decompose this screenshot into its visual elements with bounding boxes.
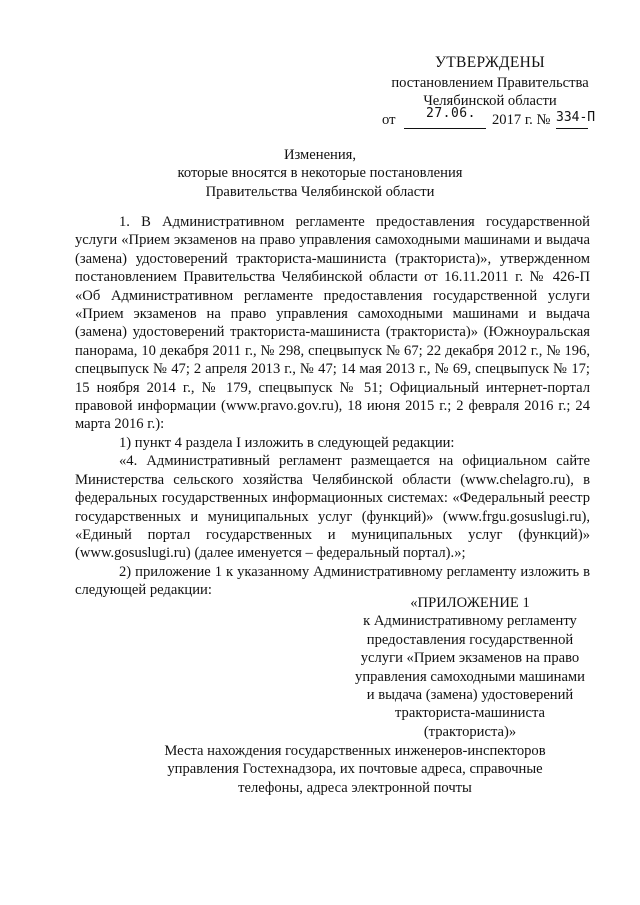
document-body [75, 213, 590, 600]
appendix-line-4: услуги «Прием экзаменов на право [360, 650, 580, 667]
appendix-line-5: управления самоходными машинами [355, 668, 585, 685]
approval-line-2: Челябинской области [423, 93, 557, 110]
paragraph-4: 2) приложение 1 к указанному Административному регламенту изложить в следующей редакции: [75, 563, 590, 599]
appendix-line-8: (тракториста)» [423, 723, 517, 740]
document-heading [170, 146, 470, 201]
paragraph-2: 1) пункт 4 раздела I изложить в следующей редакции: [119, 434, 455, 451]
approval-date: 27.06. [426, 105, 476, 121]
approval-number: 334-П [556, 109, 596, 125]
approval-date-line [380, 105, 600, 131]
approval-year: 2017 г. № [492, 111, 551, 128]
places-line-1: Места нахождения государственных инженеров-инспекторов [164, 743, 546, 759]
date-prefix: от [382, 111, 396, 128]
paragraph-3: «4. Административный регламент размещается на официальном сайте Министерства сельского хозяйства Челябинской области (www.chelagro.ru), в федеральных государственных информационных системах: «Федеральный реестр государственных и муниципальных услуг (функций)» (www.frgu.gosuslugi.ru), «Единый портал государственных и муниципальных услуг (функций)» (www.gosuslugi.ru) (далее именуется – федеральный портал).»; [75, 453, 590, 562]
approval-title: УТВЕРЖДЕНЫ [435, 54, 545, 71]
places-line-3: телефоны, адреса электронной почты [238, 779, 472, 796]
appendix-line-6: и выдача (замена) удостоверений [366, 687, 574, 704]
approval-line-1: постановлением Правительства [391, 75, 589, 91]
appendix-line-7: тракториста-машиниста [395, 705, 545, 722]
heading-line-3: Правительства Челябинской области [205, 183, 435, 200]
heading-line-2: которые вносятся в некоторые постановления [177, 165, 463, 182]
appendix-header [345, 594, 595, 741]
places-heading [140, 742, 570, 797]
places-line-2: управления Гостехнадзора, их почтовые адреса, справочные [167, 761, 543, 778]
paragraph-1: 1. В Административном регламенте предоставления государственной услуги «Прием экзаменов на право управления самоходными машинами и выдача (замена) удостоверений тракториста-машиниста (тракториста)», утвержденном постановлением Правительства Челябинской области от 16.11.2011 г. № 426-П «Об Административном регламенте предоставления государственной услуги «Прием экзаменов на право управления самоходными машинами и выдача (замена) удостоверений тракториста-машиниста (тракториста)» (Южноуральская панорама, 10 декабря 2011 г., № 298, спецвыпуск № 67; 22 декабря 2012 г., № 196, спецвыпуск № 47; 2 апреля 2013 г., № 47; 14 мая 2013 г., № 69, спецвыпуск № 17; 15 ноября 2014 г., № 179, спецвыпуск № 51; Официальный интернет-портал правовой информации (www.pravo.gov.ru), 18 июня 2015 г.; 2 февраля 2016 г.; 24 марта 2016 г.): [75, 214, 590, 433]
appendix-line-3: предоставления государственной [366, 631, 574, 648]
heading-line-1: Изменения, [283, 147, 357, 163]
appendix-line-1: «ПРИЛОЖЕНИЕ 1 [410, 595, 530, 611]
approval-stamp [380, 52, 600, 131]
appendix-line-2: к Административному регламенту [363, 613, 577, 630]
